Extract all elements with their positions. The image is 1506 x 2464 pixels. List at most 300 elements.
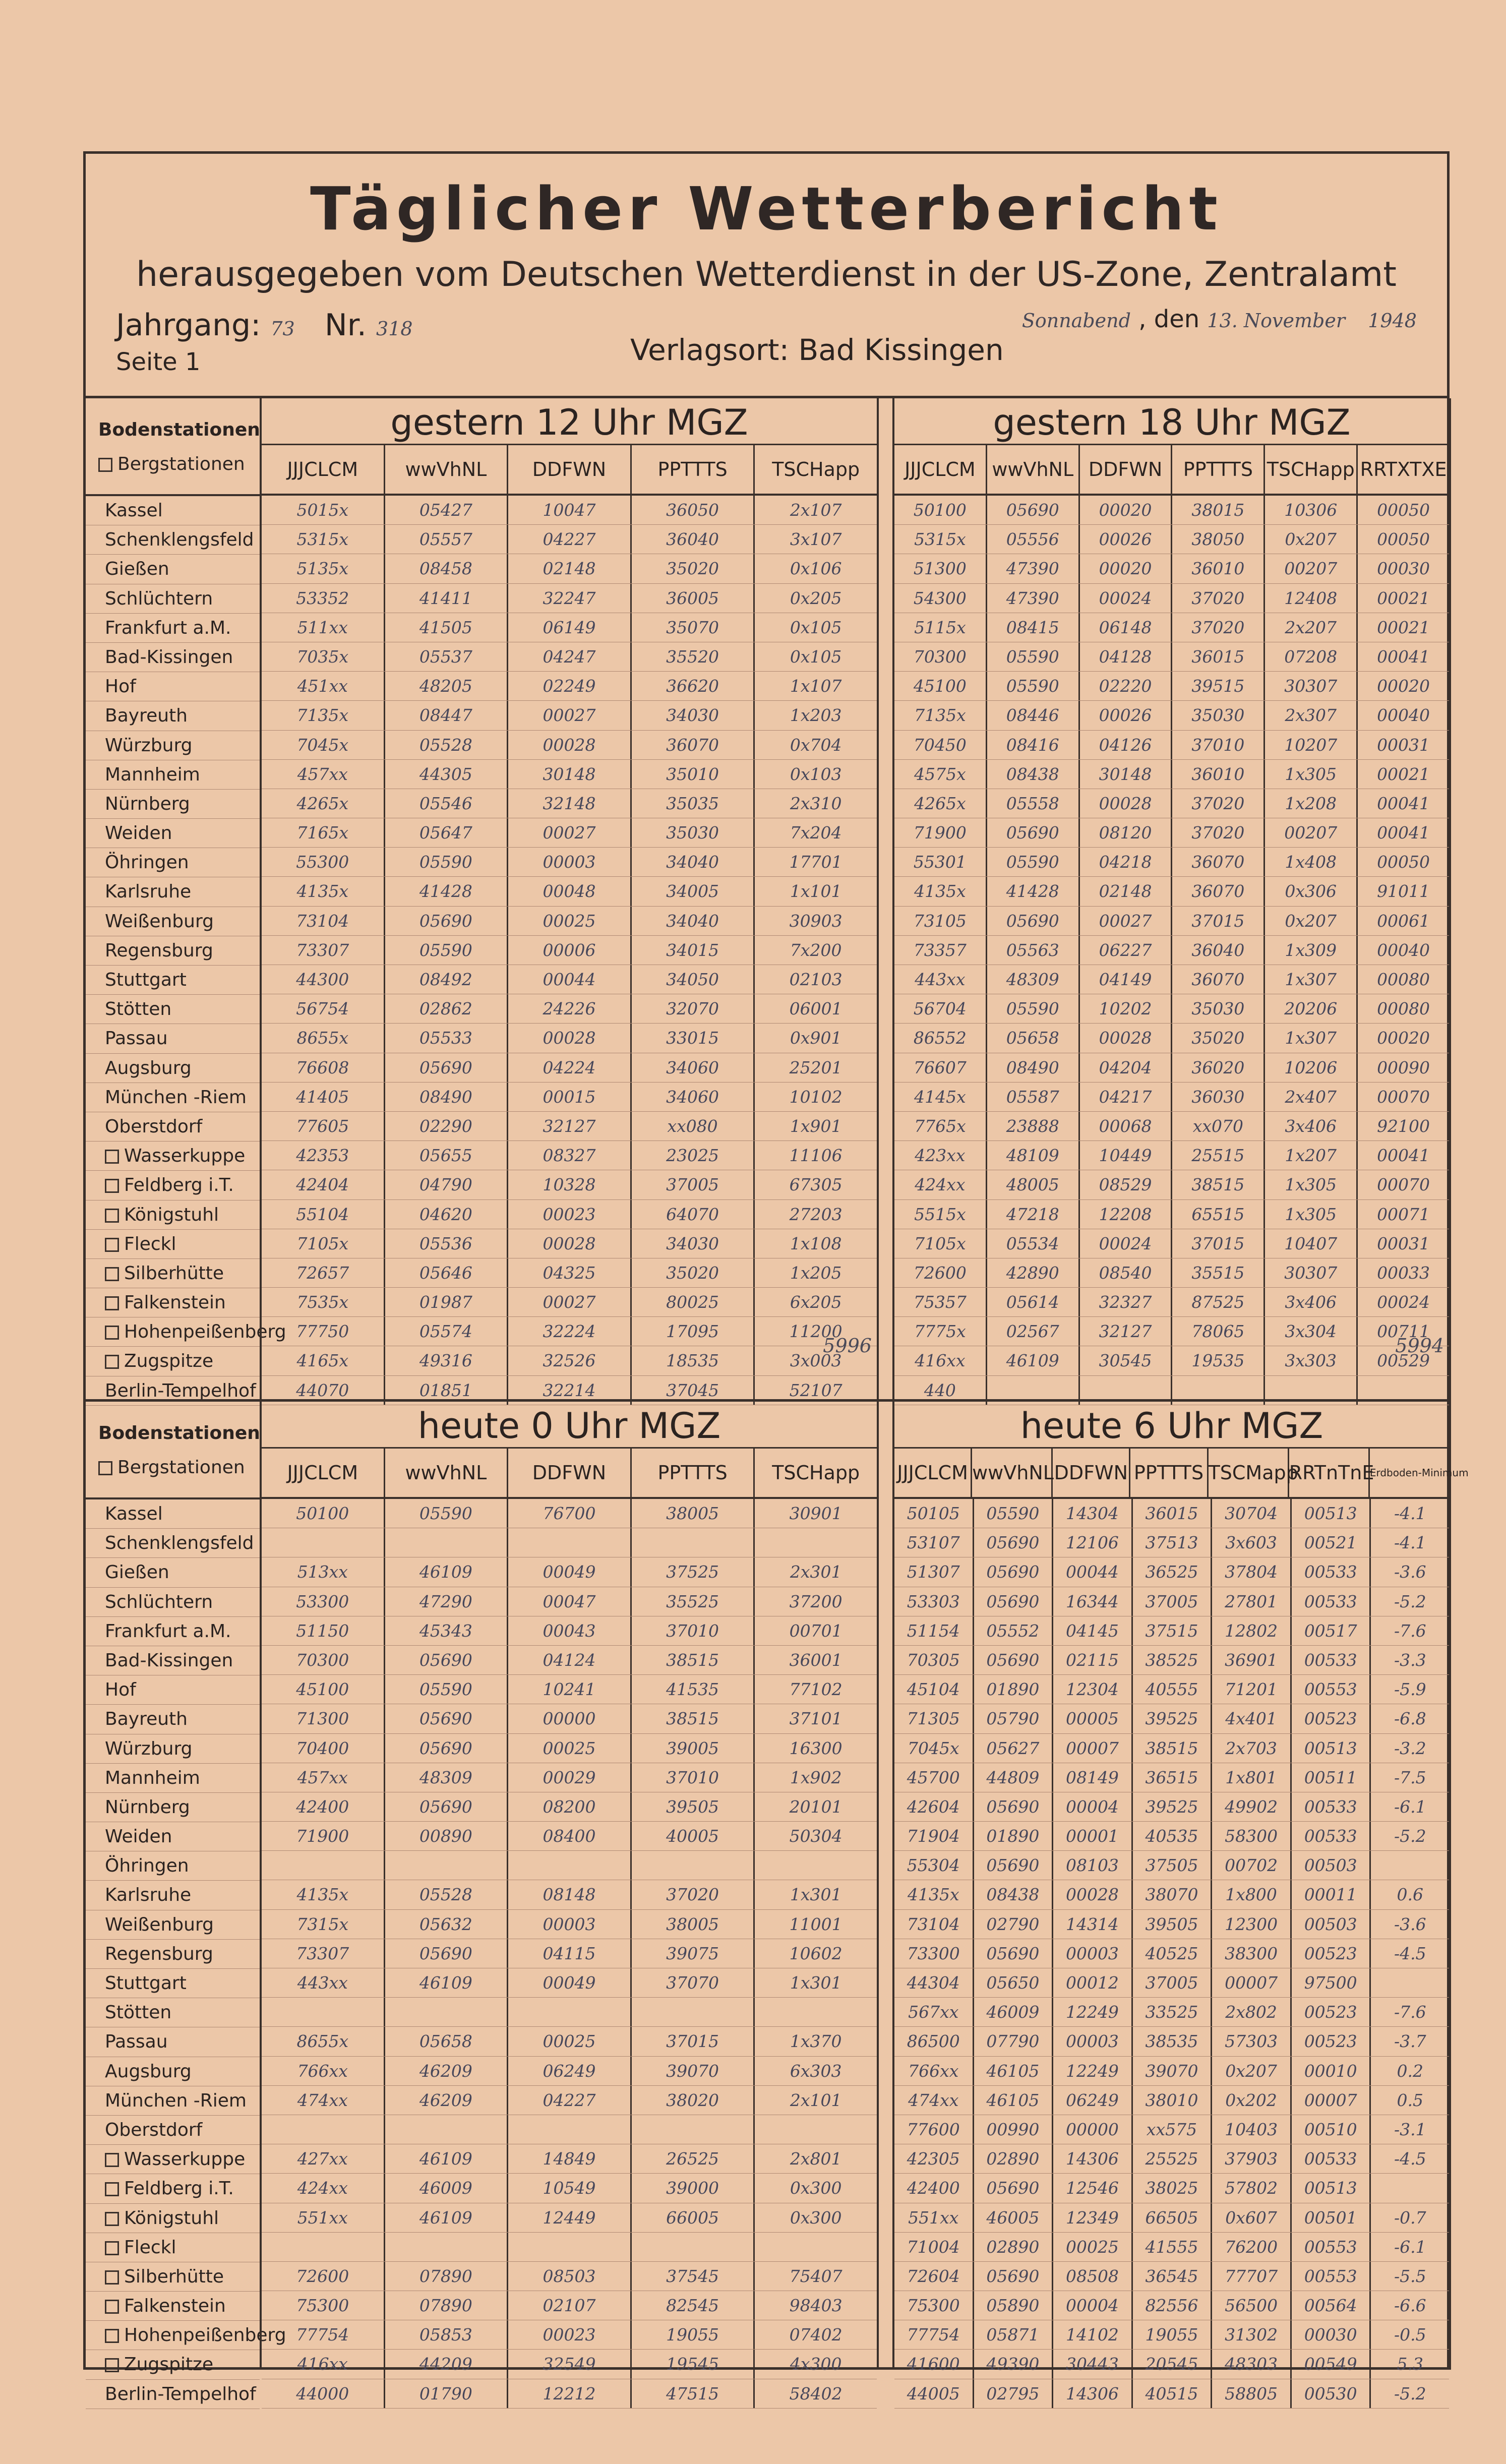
table-cell: 00050 — [1377, 529, 1430, 550]
table-row — [894, 1053, 1449, 1083]
table-row — [894, 1288, 1449, 1317]
table-row — [894, 525, 1449, 554]
table-row — [262, 1200, 877, 1229]
table-cell: 37525 — [632, 1557, 755, 1586]
table-cell: 32224 — [508, 1317, 632, 1346]
table-cell: 00025 — [508, 2027, 632, 2056]
table-row — [262, 2115, 877, 2144]
table-row — [262, 731, 877, 760]
table-cell: 46109 — [385, 2144, 509, 2173]
table-cell: 05690 — [974, 1557, 1054, 1586]
table-cell: 00533 — [1292, 1822, 1371, 1850]
table-row — [894, 1939, 1449, 1968]
table-cell: 45700 — [894, 1763, 974, 1792]
table-cell: 19535 — [1172, 1346, 1265, 1375]
table-cell: 35515 — [1172, 1258, 1265, 1287]
table-cell: 05536 — [385, 1229, 509, 1258]
table-cell — [385, 2233, 509, 2261]
table-cell: 73104 — [894, 1910, 974, 1939]
table-cell: 50105 — [894, 1499, 974, 1528]
table-row — [262, 1587, 877, 1616]
table-cell: -6.1 — [1394, 2237, 1426, 2257]
table-cell: 27203 — [789, 1204, 842, 1224]
table-cell: 34040 — [632, 848, 755, 876]
station-name — [86, 1499, 260, 1529]
table-cell: 00015 — [508, 1083, 632, 1111]
table-cell: 1x207 — [1265, 1141, 1358, 1170]
table-cell: 55300 — [262, 848, 385, 876]
table-cell: 1x301 — [790, 1973, 842, 1993]
table-cell: 4265x — [894, 789, 987, 818]
table-cell: 35070 — [632, 613, 755, 642]
table-cell: 37010 — [1172, 731, 1265, 759]
table-cell: 4575x — [894, 760, 987, 789]
table-cell: xx080 — [632, 1112, 755, 1140]
table-cell: 2x801 — [790, 2149, 842, 2169]
table-cell: 47515 — [632, 2379, 755, 2408]
table-cell: 10549 — [508, 2174, 632, 2202]
table-cell — [385, 1851, 509, 1880]
table-cell: 73104 — [262, 907, 385, 935]
mountain-marker-icon — [105, 1150, 119, 1164]
table-row — [894, 1141, 1449, 1170]
table-cell: 38010 — [1133, 2086, 1213, 2115]
table-cell: 23888 — [987, 1112, 1080, 1140]
table-cell: 34005 — [632, 877, 755, 906]
station-label: Schenklengsfeld — [105, 1533, 254, 1554]
column-header: PPTTTS — [1130, 1449, 1208, 1497]
station-label: Oberstdorf — [105, 1116, 203, 1137]
column-header: wwVhNL — [987, 445, 1080, 494]
table-cell: 05690 — [987, 496, 1080, 524]
table-row — [894, 789, 1449, 818]
table-cell: 72600 — [894, 1258, 987, 1287]
table-cell: 05890 — [974, 2291, 1054, 2320]
table-cell: 00523 — [1292, 1704, 1371, 1733]
table-row — [262, 1317, 877, 1346]
table-cell: 7x200 — [790, 940, 842, 960]
table-cell: 08529 — [1080, 1170, 1173, 1199]
table-cell: 00007 — [1292, 2086, 1371, 2115]
table-cell: 39075 — [632, 1939, 755, 1968]
table-cell: 39070 — [1133, 2057, 1213, 2085]
table-cell: 08200 — [508, 1792, 632, 1821]
table-cell: 06148 — [1080, 613, 1173, 642]
mountain-stations-label — [98, 454, 245, 474]
table-row — [894, 2057, 1449, 2086]
table-cell: 02795 — [974, 2379, 1054, 2408]
table-cell: 38525 — [1133, 1646, 1213, 1674]
table-cell: 7315x — [262, 1910, 385, 1939]
den-label: , den — [1138, 305, 1200, 333]
table-cell: 73307 — [262, 1939, 385, 1968]
table-cell: 19055 — [632, 2320, 755, 2349]
station-name — [86, 877, 260, 907]
table-cell: 04224 — [508, 1053, 632, 1082]
table-cell: 42890 — [987, 1258, 1080, 1287]
table-cell: 10403 — [1212, 2115, 1292, 2144]
table-cell: 00503 — [1292, 1851, 1371, 1880]
table-cell: 04128 — [1080, 642, 1173, 671]
station-label: Öhringen — [105, 1855, 189, 1877]
table-cell: 10241 — [508, 1675, 632, 1704]
station-name — [86, 1910, 260, 1940]
table-row — [894, 1910, 1449, 1939]
table-row — [894, 701, 1449, 730]
table-cell: 05690 — [385, 1939, 509, 1968]
table-cell: 05690 — [974, 1792, 1054, 1821]
table-cell: 00510 — [1292, 2115, 1371, 2144]
table-cell: 04126 — [1080, 731, 1173, 759]
table-cell: 00000 — [1053, 2115, 1133, 2144]
right-observation-table — [892, 398, 1451, 1402]
mountain-marker-icon — [105, 2212, 119, 2226]
nr-label: Nr. — [324, 308, 367, 343]
station-label: Falkenstein — [124, 2296, 226, 2317]
table-cell: 10206 — [1265, 1053, 1358, 1082]
table-cell: 05556 — [987, 525, 1080, 554]
table-cell: 48309 — [385, 1763, 509, 1792]
station-column — [86, 398, 286, 1402]
table-cell — [755, 1851, 877, 1880]
table-cell: 10207 — [1265, 731, 1358, 759]
table-cell: 27801 — [1212, 1587, 1292, 1616]
table-cell: -7.6 — [1394, 1620, 1426, 1641]
table-row — [262, 1528, 877, 1557]
table-cell: 00029 — [508, 1763, 632, 1792]
station-name — [86, 1793, 260, 1822]
table-cell: 33525 — [1133, 1998, 1213, 2026]
station-name — [86, 1200, 260, 1230]
column-header: wwVhNL — [385, 445, 509, 494]
table-cell: 02290 — [385, 1112, 509, 1140]
table-cell: 451xx — [262, 672, 385, 700]
table-cell: 41428 — [987, 877, 1080, 906]
table-cell: 511xx — [262, 613, 385, 642]
jahrgang-label: Jahrgang: — [116, 308, 261, 343]
table-row — [262, 965, 877, 994]
table-cell: 1x800 — [1212, 1880, 1292, 1909]
table-cell: 0.5 — [1397, 2090, 1423, 2110]
table-cell: 66005 — [632, 2203, 755, 2232]
column-header: PPTTTS — [632, 445, 755, 494]
table-row — [894, 554, 1449, 583]
table-cell: 00047 — [508, 1587, 632, 1616]
table-cell: 04115 — [508, 1939, 632, 1968]
table-cell: 36005 — [632, 584, 755, 613]
table-cell: 00020 — [1080, 554, 1173, 583]
table-cell: 46209 — [385, 2086, 509, 2115]
column-header: wwVhNL — [972, 1449, 1053, 1497]
table-cell: 38050 — [1172, 525, 1265, 554]
table-cell: 05574 — [385, 1317, 509, 1346]
table-row — [262, 1968, 877, 1998]
table-cell: 05690 — [974, 2262, 1054, 2291]
station-label: Bad-Kissingen — [105, 646, 233, 668]
table-cell: 41600 — [894, 2350, 974, 2378]
table-cell: 71900 — [262, 1822, 385, 1850]
table-cell: 457xx — [262, 1763, 385, 1792]
table-cell: 48309 — [987, 965, 1080, 994]
table-row — [262, 1557, 877, 1587]
table-cell: 01890 — [974, 1675, 1054, 1704]
table-cell: 46009 — [385, 2174, 509, 2202]
table-cell: 46109 — [987, 1346, 1080, 1375]
table-cell: 05590 — [385, 848, 509, 876]
table-cell: 49390 — [974, 2350, 1054, 2378]
table-cell: 38025 — [1133, 2174, 1213, 2202]
table-cell: 00044 — [1053, 1557, 1133, 1586]
table-row — [894, 2262, 1449, 2291]
table-cell: 35030 — [632, 818, 755, 847]
date-line — [1022, 305, 1417, 333]
table-cell: 5135x — [262, 554, 385, 583]
table-row — [894, 1112, 1449, 1141]
column-header: JJJCLCM — [894, 1449, 972, 1497]
station-label: Kassel — [105, 500, 163, 521]
table-cell: 00024 — [1080, 584, 1173, 613]
table-cell: 24226 — [508, 994, 632, 1023]
table-cell: 70300 — [262, 1646, 385, 1674]
mountain-marker-icon — [98, 1461, 112, 1475]
table-cell: 2x703 — [1212, 1734, 1292, 1763]
table-cell: 25201 — [789, 1057, 842, 1077]
table-cell: 05690 — [987, 907, 1080, 935]
table-row — [894, 1616, 1449, 1646]
table-cell: 36620 — [632, 672, 755, 700]
mountain-marker-icon — [105, 1267, 119, 1281]
station-name — [86, 1083, 260, 1112]
table-row — [894, 1822, 1449, 1851]
table-row — [894, 2174, 1449, 2203]
table-row — [262, 1083, 877, 1112]
column-header: PPTTTS — [1172, 445, 1265, 494]
table-cell: 04227 — [508, 525, 632, 554]
station-label: Hof — [105, 1679, 136, 1701]
station-label: München -Riem — [105, 1087, 247, 1108]
table-cell: 35010 — [632, 760, 755, 789]
table-row — [262, 1499, 877, 1528]
table-cell: 05690 — [385, 1053, 509, 1082]
report-subtitle: herausgegeben vom Deutschen Wetterdienst in der US-Zone, Zentralamt — [136, 255, 1397, 294]
table-cell: 00990 — [974, 2115, 1054, 2144]
column-header: DDFWN — [1053, 1449, 1130, 1497]
table-cell: 00024 — [1080, 1229, 1173, 1258]
table-cell: 51150 — [262, 1616, 385, 1645]
table-cell: 41505 — [385, 613, 509, 642]
table-cell: 38070 — [1133, 1880, 1213, 1909]
table-cell: 10602 — [789, 1943, 842, 1963]
table-cell: 00090 — [1377, 1057, 1430, 1077]
table-cell: 12212 — [508, 2379, 632, 2408]
table-cell: 76608 — [262, 1053, 385, 1082]
report-header — [86, 154, 1447, 396]
table-cell: 35020 — [632, 1258, 755, 1287]
table-cell: 3x304 — [1265, 1317, 1358, 1346]
table-cell: 36040 — [632, 525, 755, 554]
table-cell: 12408 — [1265, 584, 1358, 613]
table-cell: 39070 — [632, 2057, 755, 2085]
station-label: Gießen — [105, 559, 169, 580]
table-cell: 0x300 — [790, 2178, 842, 2198]
right-observation-table — [892, 1402, 1469, 2403]
table-cell: 56500 — [1212, 2291, 1292, 2320]
table-cell: 00549 — [1292, 2350, 1371, 2378]
table-cell: 00020 — [1377, 676, 1430, 696]
table-cell: 86552 — [894, 1024, 987, 1052]
table-cell: xx575 — [1133, 2115, 1213, 2144]
year-value: 1948 — [1368, 310, 1417, 332]
table-cell: 14849 — [508, 2144, 632, 2173]
table-cell: 00533 — [1292, 2144, 1371, 2173]
table-cell: 5315x — [262, 525, 385, 554]
station-label: Regensburg — [105, 940, 213, 961]
table-cell: 47390 — [987, 554, 1080, 583]
table-cell: 5.3 — [1397, 2354, 1423, 2374]
table-cell: 30443 — [1053, 2350, 1133, 2378]
table-cell: 00503 — [1292, 1910, 1371, 1939]
table-cell: 00501 — [1292, 2203, 1371, 2232]
table-cell: 00021 — [1377, 588, 1430, 608]
table-cell: 76700 — [508, 1499, 632, 1528]
station-name — [86, 1675, 260, 1705]
table-row — [262, 994, 877, 1024]
table-row — [262, 936, 877, 965]
table-row — [894, 2350, 1449, 2379]
station-label: Berlin-Tempelhof — [105, 2383, 256, 2405]
station-label: Bayreuth — [105, 705, 188, 727]
station-label: Würzburg — [105, 735, 193, 756]
table-cell: 49902 — [1212, 1792, 1292, 1821]
table-cell: 67305 — [789, 1175, 842, 1195]
table-row — [894, 731, 1449, 760]
station-label: Passau — [105, 2031, 168, 2053]
table-cell: 30148 — [1080, 760, 1173, 789]
table-cell: 36020 — [1172, 1053, 1265, 1082]
table-cell: 00070 — [1377, 1175, 1430, 1195]
mountain-marker-icon — [105, 2182, 119, 2196]
table-cell: 37015 — [632, 2027, 755, 2056]
table-cell: 37515 — [1133, 1616, 1213, 1645]
table-cell: 75300 — [262, 2291, 385, 2320]
table-cell: 76200 — [1212, 2233, 1292, 2261]
column-header: DDFWN — [508, 1449, 632, 1497]
table-cell: 00049 — [508, 1557, 632, 1586]
station-label: Königstuhl — [124, 1204, 219, 1225]
station-name — [86, 1230, 260, 1259]
jahrgang-value: 73 — [270, 318, 295, 340]
table-cell: 02890 — [974, 2144, 1054, 2173]
station-label: Oberstdorf — [105, 2119, 203, 2140]
table-cell: 36015 — [1133, 1499, 1213, 1528]
left-observation-table — [260, 1402, 879, 2403]
table-cell: 00027 — [508, 701, 632, 730]
station-label: Würzburg — [105, 1738, 193, 1759]
mountain-marker-icon — [105, 2241, 119, 2255]
table-cell: 551xx — [262, 2203, 385, 2232]
table-cell: 35520 — [632, 642, 755, 671]
table-cell: 30901 — [789, 1504, 842, 1523]
table-cell: 00031 — [1377, 1233, 1430, 1253]
table-cell: 58805 — [1212, 2379, 1292, 2408]
page-number: Seite 1 — [116, 348, 201, 376]
table-cell: 12546 — [1053, 2174, 1133, 2202]
table-cell: 00026 — [1080, 701, 1173, 730]
table-cell: 02790 — [974, 1910, 1054, 1939]
table-cell: 04204 — [1080, 1053, 1173, 1082]
table-row — [262, 2144, 877, 2174]
table-row — [894, 1763, 1449, 1792]
station-label: Feldberg i.T. — [124, 2178, 234, 2199]
table-cell: 12449 — [508, 2203, 632, 2232]
table-cell: 05537 — [385, 642, 509, 671]
mountain-marker-icon — [105, 1355, 119, 1369]
station-label: Schlüchtern — [105, 1591, 213, 1612]
table-cell: 04145 — [1053, 1616, 1133, 1645]
table-cell: 44005 — [894, 2379, 974, 2408]
table-cell: 46005 — [974, 2203, 1054, 2232]
station-name — [86, 2057, 260, 2086]
table-cell: 31302 — [1212, 2320, 1292, 2349]
table-cell: 39525 — [1133, 1792, 1213, 1821]
table-cell: 10328 — [508, 1170, 632, 1199]
table-cell: 00050 — [1377, 852, 1430, 872]
table-cell: 57802 — [1212, 2174, 1292, 2202]
table-cell: 00701 — [789, 1620, 842, 1641]
station-label: Mannheim — [105, 1767, 200, 1788]
table-cell: 05558 — [987, 789, 1080, 818]
table-row — [262, 907, 877, 936]
table-cell: 08149 — [1053, 1763, 1133, 1792]
table-cell: 11001 — [789, 1914, 842, 1934]
table-row — [894, 1998, 1449, 2027]
table-cell: 38015 — [1172, 496, 1265, 524]
table-row — [894, 2379, 1449, 2409]
table-cell: 10047 — [508, 496, 632, 524]
table-cell: -6.8 — [1394, 1709, 1426, 1729]
table-cell: 35525 — [632, 1587, 755, 1616]
table-row — [262, 1880, 877, 1909]
table-cell: 65515 — [1172, 1200, 1265, 1229]
table-cell: 25515 — [1172, 1141, 1265, 1170]
table-cell: 05853 — [385, 2320, 509, 2349]
table-cell: 12249 — [1053, 1998, 1133, 2026]
table-cell: 75300 — [894, 2291, 974, 2320]
table-cell: 05690 — [974, 1939, 1054, 1968]
table-cell: 05690 — [974, 1587, 1054, 1616]
table-cell: 37020 — [1172, 789, 1265, 818]
column-header: JJJCLCM — [894, 445, 987, 494]
table-cell: 73307 — [262, 936, 385, 965]
table-cell: 14306 — [1053, 2144, 1133, 2173]
table-cell: 44209 — [385, 2350, 509, 2378]
table-cell: 00529 — [1377, 1351, 1430, 1371]
table-cell: 36525 — [1133, 1557, 1213, 1586]
table-cell: 00041 — [1377, 793, 1430, 813]
column-header: TSCHapp — [772, 1462, 860, 1484]
station-name — [86, 907, 260, 936]
station-label: Weißenburg — [105, 1914, 214, 1935]
table-cell: 38515 — [632, 1704, 755, 1733]
table-cell: 47290 — [385, 1587, 509, 1616]
station-name — [86, 2027, 260, 2057]
table-cell: 05528 — [385, 731, 509, 759]
table-cell: 00033 — [1377, 1263, 1430, 1283]
table-cell: 14314 — [1053, 1910, 1133, 1939]
table-cell: 30903 — [789, 911, 842, 931]
station-name — [86, 701, 260, 731]
table-row — [262, 2174, 877, 2203]
